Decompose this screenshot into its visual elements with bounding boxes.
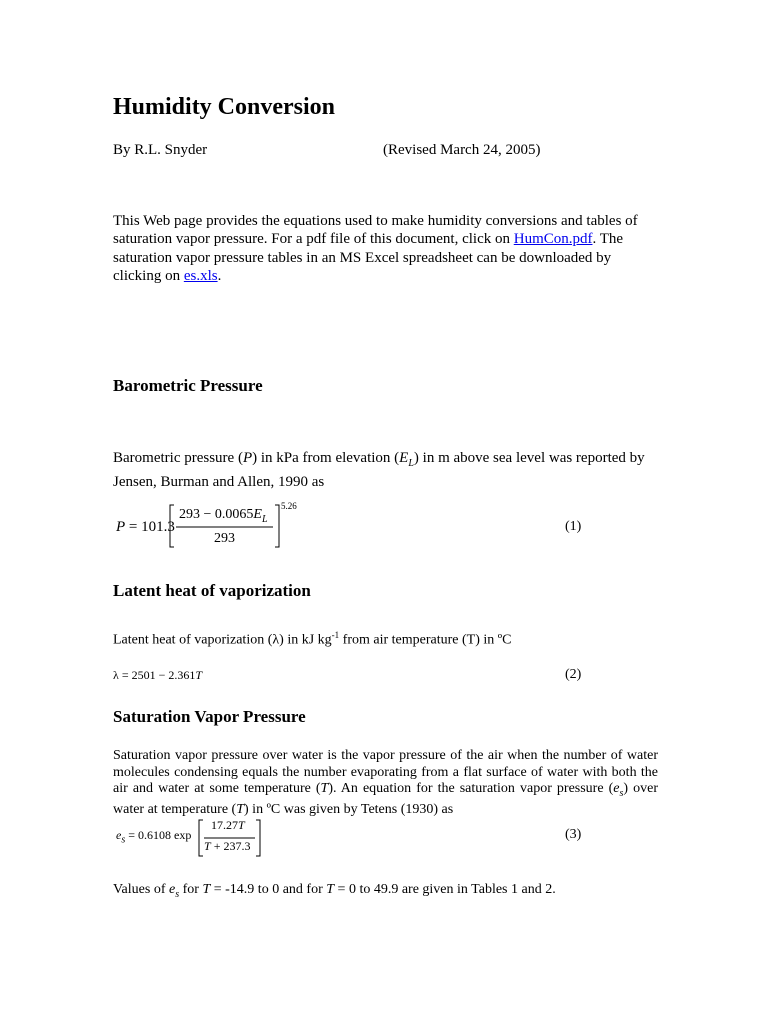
equation-1 bbox=[113, 503, 313, 551]
text: Values of bbox=[113, 882, 169, 897]
eq1-denominator: 293 bbox=[214, 531, 235, 546]
intro-text-2: . The saturation vapor pressure tables in an MS Excel spreadsheet can be downloaded by clicking on bbox=[113, 231, 624, 284]
var-P: P bbox=[242, 450, 253, 466]
var-T: T bbox=[202, 882, 211, 897]
eq3-lhs: $e_s = 0.6108$ exp bbox=[116, 828, 192, 846]
barometric-paragraph bbox=[113, 449, 658, 492]
var-T: T bbox=[236, 802, 245, 818]
es-xls-link[interactable]: es.xls bbox=[183, 267, 218, 284]
var-es: $e_s$ bbox=[169, 882, 180, 900]
text: ) over water at temperature ( bbox=[113, 781, 658, 818]
text: ) in ºC was given by Tetens (1930) as bbox=[244, 802, 454, 818]
equation-3-label: (3) bbox=[565, 827, 582, 842]
intro-text-3: . bbox=[217, 267, 222, 284]
saturation-heading: Saturation Vapor Pressure bbox=[113, 707, 306, 726]
text: Barometric pressure ( bbox=[113, 450, 243, 466]
barometric-heading: Barometric Pressure bbox=[113, 376, 263, 395]
values-paragraph bbox=[113, 881, 658, 904]
equation-1-label: (1) bbox=[565, 519, 582, 534]
text: = 0 to 49.9 are given in Tables 1 and 2. bbox=[334, 882, 556, 897]
var-EL: $E_L$ bbox=[399, 450, 414, 469]
author-byline: By R.L. Snyder bbox=[113, 142, 208, 158]
var-es: $e_s$ bbox=[613, 781, 624, 799]
intro-text-1: This Web page provides the equations used to make humidity conversions and tables of saturation vapor pressure. For a pdf file of this document, click on bbox=[113, 213, 638, 248]
var-T: T bbox=[320, 781, 329, 796]
text: from air temperature (T) in ºC bbox=[339, 632, 512, 648]
text: ) in kPa from elevation ( bbox=[252, 450, 400, 466]
intro-paragraph bbox=[113, 212, 658, 285]
equation-2: λ = 2501 − 2.361T bbox=[113, 668, 203, 682]
var-T: T bbox=[326, 882, 335, 897]
page-title: Humidity Conversion bbox=[113, 94, 336, 120]
humcon-pdf-link[interactable]: HumCon.pdf bbox=[513, 231, 593, 248]
latent-heat-heading: Latent heat of vaporization bbox=[113, 581, 311, 600]
revision-date: (Revised March 24, 2005) bbox=[383, 142, 541, 158]
saturation-paragraph bbox=[113, 748, 658, 819]
eq1-exponent: 5.26 bbox=[281, 501, 297, 511]
text: ). An equation for the saturation vapor pressure ( bbox=[328, 781, 614, 796]
text: = -14.9 to 0 and for bbox=[210, 882, 327, 897]
eq3-numerator: 17.27T bbox=[211, 818, 245, 832]
text: for bbox=[179, 882, 203, 897]
text: Saturation vapor pressure over water is the vapor pressure of the air when the number of water molecules condensing equals the number evaporating from a flat surface of water with both the air and water at some temperature ( bbox=[113, 748, 658, 796]
latent-heat-paragraph bbox=[113, 626, 658, 650]
eq1-numerator: $293 - 0.0065E_L$ bbox=[179, 507, 268, 525]
eq3-denominator: T + 237.3 bbox=[204, 839, 251, 853]
equation-2-label: (2) bbox=[565, 667, 582, 682]
superscript: -1 bbox=[331, 630, 340, 640]
eq1-lhs: P = 101.3 bbox=[116, 519, 175, 535]
equation-3 bbox=[113, 816, 273, 858]
text: Latent heat of vaporization (λ) in kJ kg bbox=[113, 632, 332, 648]
text: ) in m above sea level was reported by Jensen, Burman and Allen, 1990 as bbox=[113, 450, 645, 491]
